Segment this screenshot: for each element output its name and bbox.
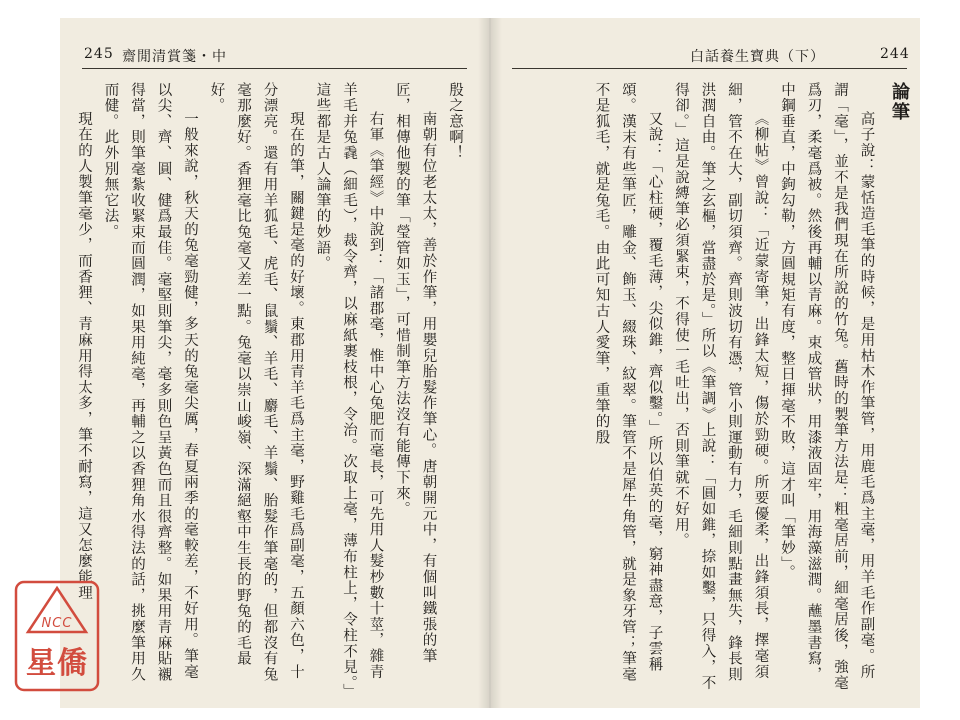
right-running-title: 白話養生寶典（下） xyxy=(690,49,825,65)
right-header-rule xyxy=(512,68,907,69)
left-paragraph-4: 現在的筆，關鍵是毫的好壞。東郡用青羊毛爲主毫，野雞毛爲副毫，五顏六色，十分漂亮。還有用羊狐毛、虎毛、鼠鬚、羊毛、麝毛、羊鬚、胎髮作筆毫的，但都沒有兔毫那麼好。香狸毫比兔毫又差一點。兔毫以崇山峻嶺、深滿絕壑中生長的野兔的毛最好。 xyxy=(208,82,304,683)
left-paragraph-6: 現在的人製筆毫少，而香狸、青麻用得太多，筆不耐寫，這又怎麼能理 xyxy=(76,111,92,601)
stamp-characters: 星僑 xyxy=(26,646,88,681)
right-page-body xyxy=(524,82,912,694)
left-paragraph-5: 一般來說，秋天的兔毫勁健，多天的兔毫尖厲，春夏兩季的毫較差，不好用。筆毫以尖、齊、圓、健爲最佳。毫堅則筆尖，毫多則色呈黃色而且很齊整。如果用青麻貼襯得當，則筆毫紮收緊束而圓潤，如果用純毫，再輔之以香狸角水得法的話，挑麼筆用久而健。此外別無它法。 xyxy=(102,82,198,683)
book-spread xyxy=(60,18,920,708)
left-header-rule xyxy=(82,68,467,69)
section-heading: 論筆 xyxy=(889,82,910,122)
left-page-body xyxy=(76,82,468,694)
left-page xyxy=(60,18,490,708)
stamp-logo-text: NCC xyxy=(41,616,73,631)
left-page-number: 245 xyxy=(84,46,114,62)
right-paragraph-2: 《柳帖》曾說：「近蒙寄筆，出鋒太短，傷於勁硬。所要優柔，出鋒須長，擇毫須細，管不在大，副切須齊。齊則波切有憑，管小則運動有力，毛細則點畫無失，鋒長則洪潤自由。筆之玄樞，當盡於是。」所以《筆調》上說：「圓如錐，捺如鑿，只得入，不得卻。」這是說縛筆必須緊束，不得使一毛吐出，否則筆就不好用。 xyxy=(673,82,769,691)
ncc-watermark-stamp xyxy=(14,580,100,692)
left-paragraph-2: 南朝有位老太太，善於作筆，用嬰兒胎髮作筆心。唐朝開元中，有個叫鐵張的筆匠，相傳他製的筆「瑩管如玉」，可惜制筆方法沒有能傳下來。 xyxy=(394,82,437,664)
left-paragraph-3: 右軍《筆經》中說到：「諸郡毫，惟中心兔肥而毫長，可先用人髮杪數十莖，雜青羊毛并兔毳（細毛），裁令齊，以麻紙裹枝根，令治。次取上毫，薄布柱上，令柱不見。」這些都是古人論筆的妙語。 xyxy=(314,82,384,693)
right-page xyxy=(490,18,920,708)
left-running-title: 齋閒清賞箋・中 xyxy=(122,49,227,65)
right-paragraph-1: 高子說：蒙恬造毛筆的時候，是用枯木作筆管，用鹿毛爲主毫，用羊毛作副毫。所謂「毫」，並不是我們現在所說的竹兔。舊時的製筆方法是：粗毫居前，細毫居後，強毫爲刃，柔毫爲被。然後再輔以青麻。束成管狀，用漆液固牢，用海藻滋潤。蘸墨書寫，中鋼垂直，中鉤勾勒，方圓規矩有度，整日揮毫不敗，這才叫「筆妙」。 xyxy=(779,82,875,691)
right-page-number: 244 xyxy=(880,46,910,62)
book-gutter-shadow xyxy=(478,18,502,708)
right-paragraph-3: 又說：「心柱硬，覆毛薄，尖似錐，齊似鑿。」所以伯英的毫，窮神盡意，子雲稱頌。漢末有些筆匠，雕金、飾玉、綴珠、紋翠。筆管不是犀牛角管，就是象牙管；筆毫不是狐毛，就是兔毛。由此可知古人愛筆，重筆的殷 xyxy=(593,82,663,683)
left-paragraph-1: 殷之意啊！ xyxy=(447,82,463,161)
